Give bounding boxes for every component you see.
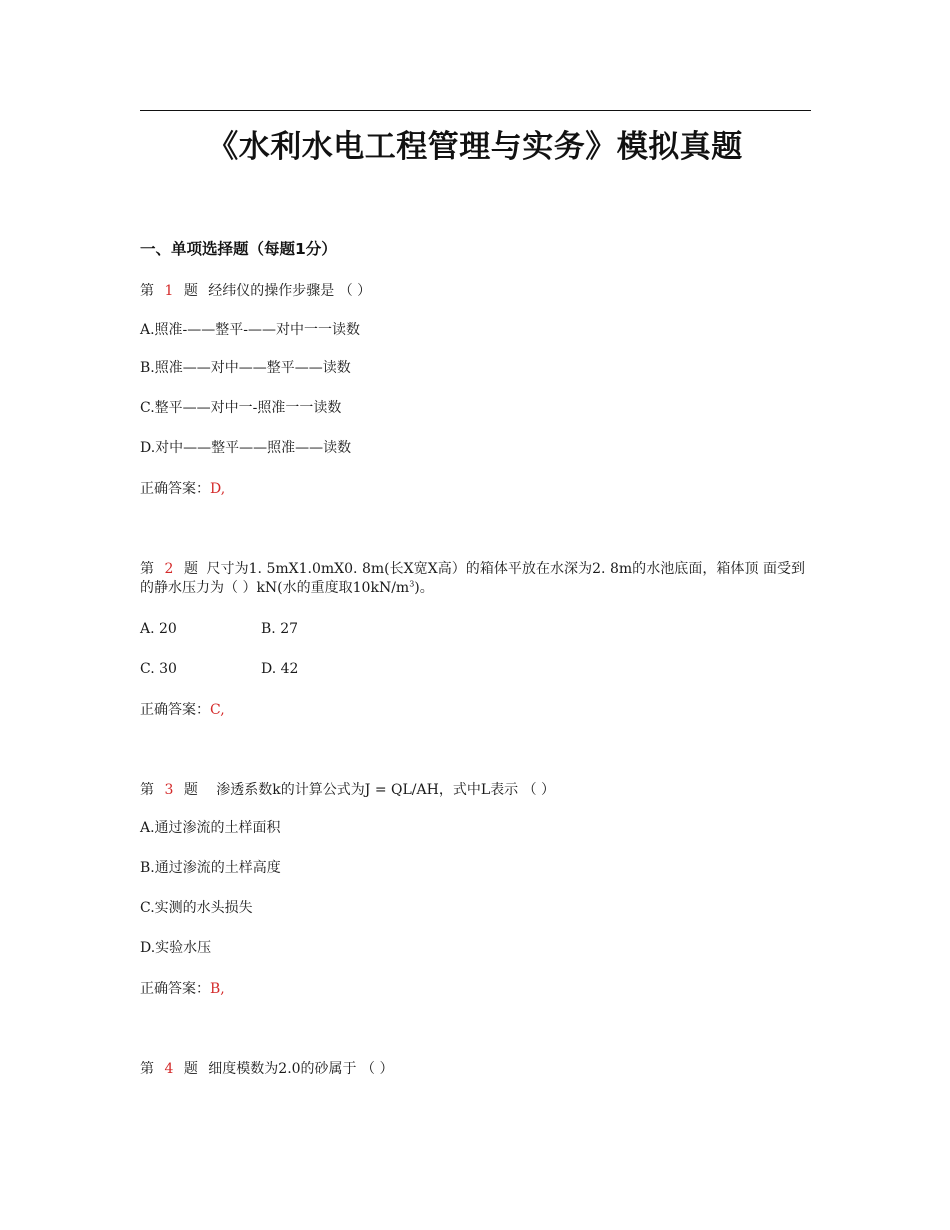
question-prefix: 第 bbox=[140, 283, 154, 299]
question-2-stem bbox=[140, 560, 805, 598]
question-number: 1 bbox=[164, 283, 174, 299]
header-rule bbox=[140, 110, 811, 111]
q3-answer bbox=[140, 979, 225, 999]
question-suffix: 题 bbox=[183, 283, 198, 299]
question-number: 4 bbox=[164, 1061, 174, 1077]
answer-label: 正确答案： bbox=[140, 481, 210, 497]
q3-option-d: D.实验水压 bbox=[140, 940, 212, 956]
answer-value: B, bbox=[210, 981, 225, 997]
q1-option-c: C.整平——对中一-照准一一读数 bbox=[140, 400, 342, 416]
q1-answer bbox=[140, 479, 225, 499]
q2-option-d: D. 42 bbox=[261, 661, 299, 677]
question-text: 尺寸为1. 5mX1.0mX0. 8m(长X宽X高）的箱体平放在水深为2. 8m的水池底面，箱体顶 面受到的静水压力为（ ）kN(水的重度取10kN/m bbox=[140, 561, 806, 596]
question-3-stem bbox=[140, 780, 555, 800]
question-suffix: 题 bbox=[183, 561, 199, 577]
question-text: 细度模数为2.0的砂属于 （ ） bbox=[208, 1061, 394, 1077]
question-prefix: 第 bbox=[140, 782, 154, 798]
question-suffix: 题 bbox=[183, 782, 198, 798]
answer-value: C, bbox=[210, 702, 225, 718]
question-1-stem bbox=[140, 281, 371, 301]
q2-answer bbox=[140, 700, 225, 720]
question-prefix: 第 bbox=[140, 1061, 154, 1077]
q3-option-c: C.实测的水头损失 bbox=[140, 900, 253, 916]
question-4-stem bbox=[140, 1059, 393, 1079]
question-text: 经纬仪的操作步骤是 （ ） bbox=[208, 283, 372, 299]
q1-option-d: D.对中——整平——照准——读数 bbox=[140, 440, 352, 456]
q2-option-c: C. 30 bbox=[140, 661, 177, 677]
answer-label: 正确答案： bbox=[140, 981, 210, 997]
question-suffix: 题 bbox=[183, 1061, 198, 1077]
answer-label: 正确答案： bbox=[140, 702, 210, 718]
answer-value: D, bbox=[210, 481, 226, 497]
question-number: 3 bbox=[164, 782, 174, 798]
page-title: 《水利水电工程管理与实务》模拟真题 bbox=[207, 129, 743, 165]
question-text: 渗透系数k的计算公式为J = QL/AH，式中L表示 （ ） bbox=[216, 782, 556, 798]
q1-option-b: B.照准——对中——整平——读数 bbox=[140, 360, 351, 376]
q2-option-b: B. 27 bbox=[261, 621, 299, 637]
section-heading: 一、单项选择题（每题1分） bbox=[140, 240, 337, 258]
question-prefix: 第 bbox=[140, 561, 155, 577]
q2-option-a: A. 20 bbox=[140, 621, 177, 637]
question-number: 2 bbox=[164, 561, 174, 577]
q1-option-a: A.照准-——整平-——对中一一读数 bbox=[140, 322, 361, 338]
question-text-end: )。 bbox=[414, 580, 434, 596]
superscript: 3 bbox=[409, 579, 415, 589]
q3-option-b: B.通过渗流的土样高度 bbox=[140, 860, 281, 876]
q3-option-a: A.通过渗流的土样面积 bbox=[140, 820, 281, 836]
